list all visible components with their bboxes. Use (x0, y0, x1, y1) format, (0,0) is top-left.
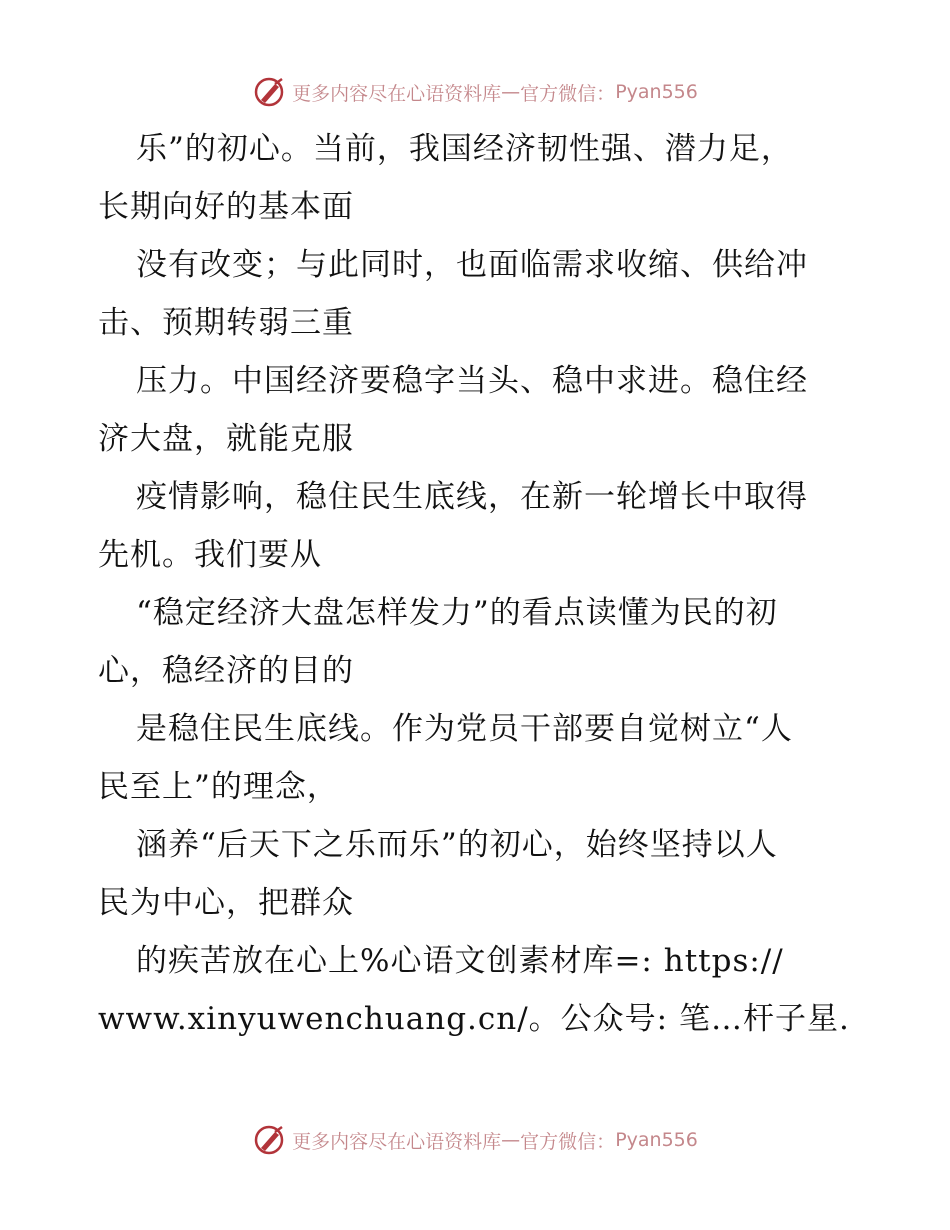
body-line: 没有改变；与此同时，也面临需求收缩、供给冲 (136, 247, 808, 283)
document-body (98, 120, 858, 1048)
banner-wechat-label: 官方微信： (520, 1130, 616, 1153)
body-line: www.xinyuwenchuang.cn/。公众号: 笔…杆子星. (98, 1001, 850, 1037)
body-line: 压力。中国经济要稳字当头、稳中求进。稳住经 (136, 363, 808, 399)
body-line: 涵养“后天下之乐而乐”的初心，始终坚持以人 (136, 827, 778, 863)
body-line: 长期向好的基本面 (98, 189, 354, 225)
body-line: 先机。我们要从 (98, 537, 322, 573)
body-line: 是稳住民生底线。作为党员干部要自觉树立“人 (136, 711, 793, 747)
pen-logo-icon (252, 1123, 286, 1157)
body-line: 的疾苦放在心上%心语文创素材库=: https:// (136, 943, 784, 979)
banner-wechat-id: Pyan556 (615, 81, 698, 103)
body-line: “稳定经济大盘怎样发力”的看点读懂为民的初 (136, 595, 778, 631)
body-line: 疫情影响，稳住民生底线，在新一轮增长中取得 (136, 479, 808, 515)
pen-logo-icon (252, 75, 286, 109)
banner-wechat-label: 官方微信： (520, 82, 616, 105)
header-watermark-banner (0, 72, 950, 112)
footer-watermark-banner (0, 1120, 950, 1160)
body-line: 心，稳经济的目的 (98, 653, 354, 689)
body-line: 民为中心，把群众 (98, 885, 354, 921)
body-line: 济大盘，就能克服 (98, 421, 354, 457)
body-line: 乐”的初心。当前，我国经济韧性强、潜力足， (136, 131, 793, 167)
banner-brand-text: 更多内容尽在心语资料库 (292, 82, 502, 105)
banner-wechat-id: Pyan556 (615, 1129, 698, 1151)
body-line: 击、预期转弱三重 (98, 305, 354, 341)
banner-brand-text: 更多内容尽在心语资料库 (292, 1130, 502, 1153)
banner-separator: — (501, 1129, 521, 1151)
banner-separator: — (501, 81, 521, 103)
body-line: 民至上”的理念， (98, 769, 339, 805)
